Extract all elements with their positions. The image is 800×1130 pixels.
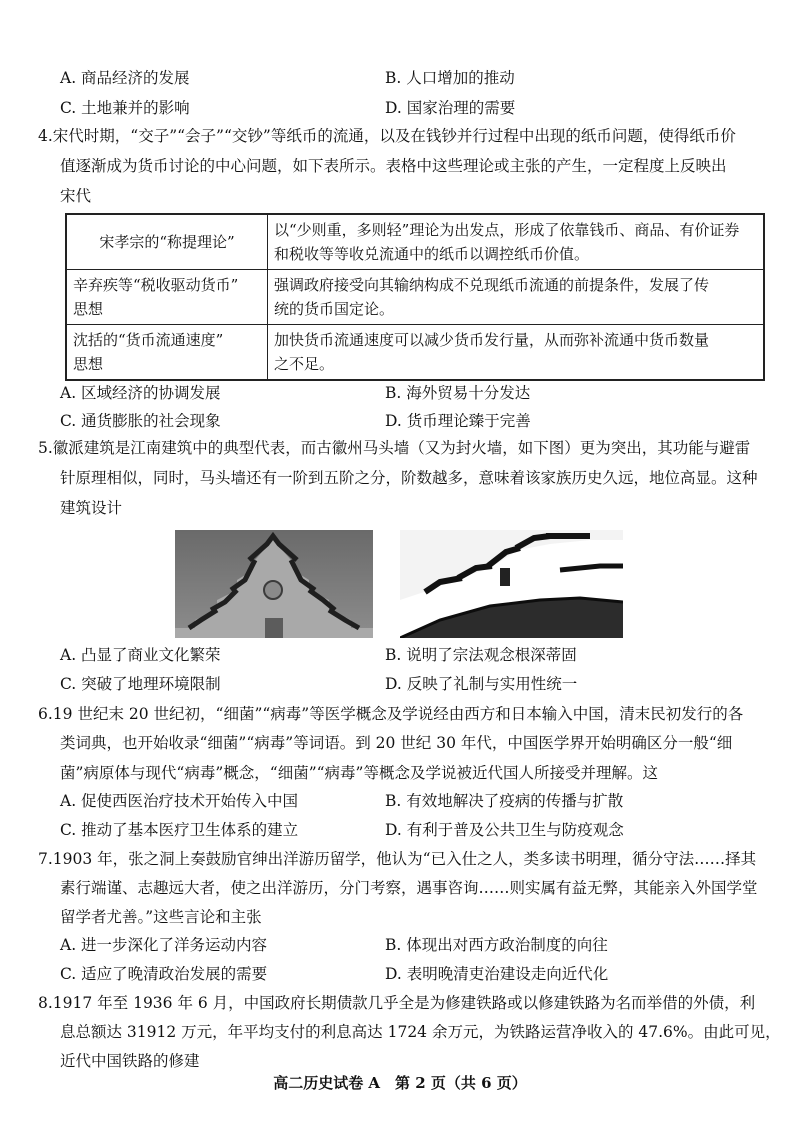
q4-stem-line-3: 宋代 xyxy=(60,187,92,205)
q7-option-b[interactable]: B. 体现出对西方政治制度的向往 xyxy=(385,936,608,954)
q6-stem-line-1: 6.19 世纪末 20 世纪初，“细菌”“病毒”等医学概念及学说经由西方和日本输入中国，清末民初发行的各 xyxy=(38,705,744,723)
q6-option-a[interactable]: A. 促使西医治疗技术开始传入中国 xyxy=(60,792,299,810)
horse-head-wall-photo-left xyxy=(175,530,373,638)
q4-option-a[interactable]: A. 区域经济的协调发展 xyxy=(60,384,221,402)
q5-option-a[interactable]: A. 凸显了商业文化繁荣 xyxy=(60,646,221,664)
q4-option-c[interactable]: C. 通货膨胀的社会现象 xyxy=(60,412,221,430)
q4-option-d[interactable]: D. 货币理论臻于完善 xyxy=(385,412,531,430)
q7-option-c[interactable]: C. 适应了晚清政治发展的需要 xyxy=(60,965,268,983)
table-cell-description: 强调政府接受向其输纳构成不兑现纸币流通的前提条件，发展了传 统的货币国定论。 xyxy=(268,270,765,325)
q3-option-b[interactable]: B. 人口增加的推动 xyxy=(385,69,515,87)
q6-option-d[interactable]: D. 有利于普及公共卫生与防疫观念 xyxy=(385,821,624,839)
q6-stem-line-3: 菌”病原体与现代“病毒”概念，“细菌”“病毒”等概念及学说被近代国人所接受并理解。这 xyxy=(60,764,658,782)
table-cell-theory: 宋孝宗的“称提理论” xyxy=(66,214,268,270)
table-cell-theory: 沈括的“货币流通速度” 思想 xyxy=(66,325,268,381)
q7-option-d[interactable]: D. 表明晚清吏治建设走向近代化 xyxy=(385,965,609,983)
q5-option-c[interactable]: C. 突破了地理环境限制 xyxy=(60,675,221,693)
q3-option-d[interactable]: D. 国家治理的需要 xyxy=(385,99,516,117)
q4-stem-line-1: 4.宋代时期，“交子”“会子”“交钞”等纸币的流通，以及在钱钞并行过程中出现的纸币问题，使得纸币价 xyxy=(38,127,736,145)
q7-stem-line-1: 7.1903 年，张之洞上奏鼓励官绅出洋游历留学，他认为“已入仕之人，类多读书明理，循分守法……择其 xyxy=(38,850,757,868)
q7-stem-line-2: 素行端谨、志趣远大者，使之出洋游历，分门考察，遇事咨询……则实属有益无弊，其能亲入外国学堂 xyxy=(60,879,758,897)
q8-stem-line-1: 8.1917 年至 1936 年 6 月，中国政府长期债款几乎全是为修建铁路或以修建铁路为名而举借的外债，利 xyxy=(38,994,756,1012)
q5-stem-line-2: 针原理相似，同时，马头墙还有一阶到五阶之分，阶数越多，意味着该家族历史久远，地位高显。这种 xyxy=(60,469,758,487)
page-footer: 高二历史试卷 A 第 2 页（共 6 页） xyxy=(273,1074,527,1092)
q6-stem-line-2: 类词典，也开始收录“细菌”“病毒”等词语。到 20 世纪 30 年代，中国医学界开始明确区分一般“细 xyxy=(60,734,733,752)
q5-stem-line-3: 建筑设计 xyxy=(60,499,123,517)
horse-head-wall-photo-right xyxy=(400,530,623,638)
table-cell-description: 加快货币流通速度可以减少货币发行量，从而弥补流通中货币数量 之不足。 xyxy=(268,325,765,381)
q5-option-d[interactable]: D. 反映了礼制与实用性统一 xyxy=(385,675,578,693)
q8-stem-line-2: 息总额达 31912 万元，年平均支付的利息高达 1724 余万元，为铁路运营净收入的 47.6%。由此可见， xyxy=(60,1023,781,1041)
currency-theory-table xyxy=(65,213,765,381)
q4-option-b[interactable]: B. 海外贸易十分发达 xyxy=(385,384,531,402)
q4-stem-line-2: 值逐渐成为货币讨论的中心问题，如下表所示。表格中这些理论或主张的产生，一定程度上反映出 xyxy=(60,157,727,175)
q5-stem-line-1: 5.徽派建筑是江南建筑中的典型代表，而古徽州马头墙（又为封火墙，如下图）更为突出，其功能与避雷 xyxy=(38,439,751,457)
q7-option-a[interactable]: A. 进一步深化了洋务运动内容 xyxy=(60,936,268,954)
q6-option-b[interactable]: B. 有效地解决了疫病的传播与扩散 xyxy=(385,792,624,810)
q8-stem-line-3: 近代中国铁路的修建 xyxy=(60,1052,200,1070)
q5-option-b[interactable]: B. 说明了宗法观念根深蒂固 xyxy=(385,646,577,664)
q6-option-c[interactable]: C. 推动了基本医疗卫生体系的建立 xyxy=(60,821,299,839)
table-cell-theory: 辛弃疾等“税收驱动货币” 思想 xyxy=(66,270,268,325)
table-cell-description: 以“少则重，多则轻”理论为出发点，形成了依靠钱币、商品、有价证券 和税收等等收兑流通中的纸币以调控纸币价值。 xyxy=(268,214,765,270)
q3-option-a[interactable]: A. 商品经济的发展 xyxy=(60,69,190,87)
table-row xyxy=(66,214,764,270)
q3-option-c[interactable]: C. 土地兼并的影响 xyxy=(60,99,190,117)
q7-stem-line-3: 留学者尤善。”这些言论和主张 xyxy=(60,908,262,926)
table-row xyxy=(66,325,764,381)
table-row xyxy=(66,270,764,325)
